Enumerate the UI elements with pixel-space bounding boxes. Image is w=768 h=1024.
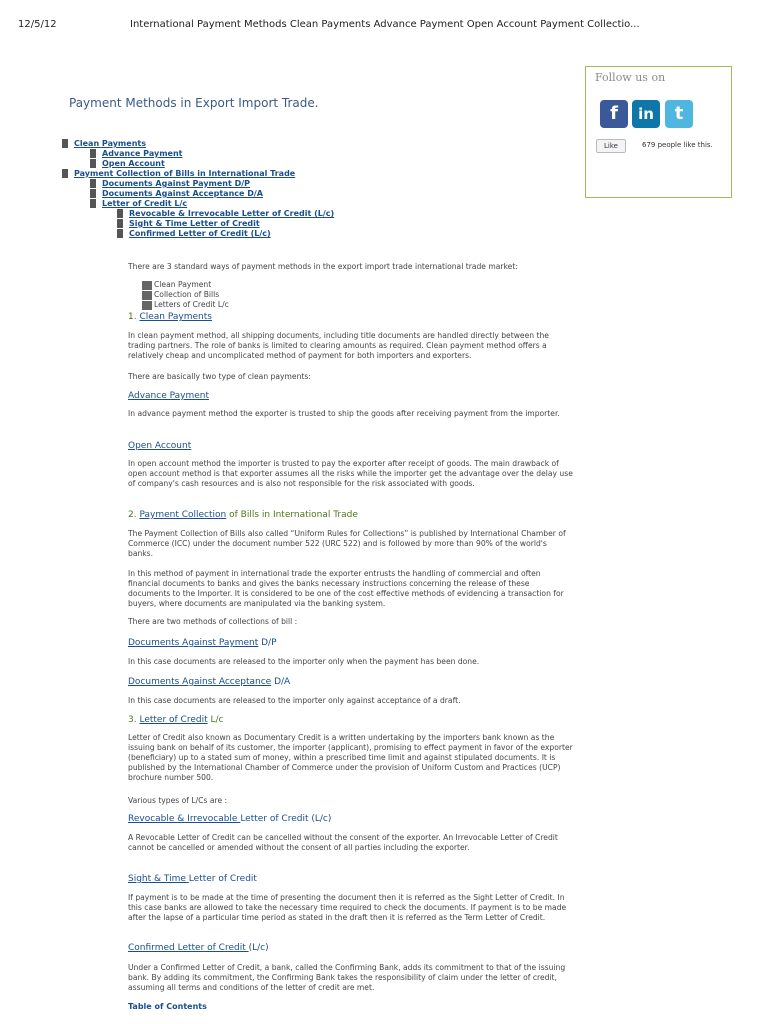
table-of-contents-heading: Table of Contents — [128, 1002, 207, 1011]
toc-link-sight-time[interactable]: Sight & Time Letter of Credit — [129, 219, 260, 228]
intro-text: There are 3 standard ways of payment methods in the export import trade international trade market: — [128, 262, 518, 271]
twitter-icon[interactable]: t — [665, 100, 693, 128]
bullet-icon — [142, 281, 152, 290]
toc-item[interactable] — [90, 159, 165, 169]
payment-collection-paragraph-2: In this method of payment in international trade the exporter entrusts the handling of commercial and often financial documents to banks and gives the banks necessary instructions concerning the release of these documents to the Importer. It is considered to be one of the cost effective methods of evidencing a transaction for buyers, where documents are manipulated via the banking system. — [128, 569, 564, 608]
like-button[interactable]: Like — [596, 139, 626, 153]
payment-collection-paragraph-1: The Payment Collection of Bills also called “Uniform Rules for Collections” is published by International Chamber of Commerce (ICC) under the document number 522 (URC 522) and is followed by more than 90% of the world's banks. — [128, 529, 566, 558]
like-count: 679 people like this. — [642, 141, 713, 149]
revocable-heading: Revocable & Irrevocable Letter of Credit (L/c) — [128, 814, 332, 824]
bullet-icon — [117, 229, 123, 238]
follow-us-label: Follow us on — [595, 71, 666, 84]
facebook-icon[interactable]: f — [600, 100, 628, 128]
payment-collection-link[interactable]: Payment Collection — [139, 510, 227, 520]
lc-types-text: Various types of L/Cs are : — [128, 796, 228, 805]
toc-link-documents-against-payment[interactable]: Documents Against Payment D/P — [102, 179, 251, 188]
clean-payments-types: There are basically two type of clean payments: — [128, 372, 311, 381]
section-payment-collection-heading: 2. Payment Collection of Bills in International Trade — [128, 510, 358, 520]
documents-against-payment-heading: Documents Against Payment D/P — [128, 638, 277, 648]
section-clean-payments-heading: 1. Clean Payments — [128, 312, 212, 322]
toc-link-confirmed[interactable]: Confirmed Letter of Credit (L/c) — [129, 229, 271, 238]
toc-link-revocable-irrevocable[interactable]: Revocable & Irrevocable Letter of Credit (L/c) — [129, 209, 335, 218]
toc-item[interactable] — [117, 229, 271, 239]
list-item: Collection of Bills — [142, 290, 219, 300]
list-item: Letters of Credit L/c — [142, 300, 229, 310]
toc-item[interactable] — [90, 189, 263, 199]
toc-item[interactable] — [117, 219, 260, 229]
advance-payment-heading — [128, 391, 574, 401]
bullet-icon — [142, 291, 152, 300]
toc-link-advance-payment[interactable]: Advance Payment — [102, 149, 183, 158]
toc-link-letter-of-credit[interactable]: Letter of Credit L/c — [102, 199, 188, 208]
toc-item[interactable] — [90, 179, 250, 189]
open-account-paragraph: In open account method the importer is trusted to pay the exporter after receipt of goods. The main drawback of open account method is that exporter assumes all the risks while the importer get the advantage over the delay use of company's cash resources and is also not responsible for the risk associated with goods. — [128, 459, 573, 488]
advance-payment-link[interactable]: Advance Payment — [128, 391, 210, 401]
bullet-icon — [90, 199, 96, 208]
sight-time-paragraph: If payment is to be made at the time of presenting the document then it is referred as the Sight Letter of Credit. In this case banks are allowed to take the necessary time required to check the documents. If payment is to be made after the lapse of a particular time period as stated in the draft then it is referred as the Term Letter of Credit. — [128, 893, 567, 922]
confirmed-heading: Confirmed Letter of Credit (L/c) — [128, 943, 269, 953]
toc-link-open-account[interactable]: Open Account — [102, 159, 165, 168]
clean-payments-paragraph: In clean payment method, all shipping documents, including title documents are handled directly between the trading partners. The role of banks is limited to clearing amounts as required. Clean payment method offers a relatively cheap and uncomplicated method of payment for both importers and exporters. — [128, 331, 549, 360]
letter-of-credit-paragraph: Letter of Credit also known as Documentary Credit is a written undertaking by the importers bank known as the issuing bank on behalf of its customer, the importer (applicant), promising to effect payment in favor of the exporter (beneficiary) up to a stated sum of money, within a prescribed time limit and against stipulated documents. It is published by the International Chamber of Commerce under the provision of Uniform Custom and Practices (UCP) brochure number 500. — [128, 733, 573, 782]
documents-against-payment-paragraph: In this case documents are released to the importer only when the payment has been done. — [128, 657, 480, 666]
follow-us-box — [585, 66, 732, 198]
toc-item[interactable] — [62, 139, 146, 149]
print-date: 12/5/12 — [18, 19, 57, 30]
print-doc-title: International Payment Methods Clean Payments Advance Payment Open Account Payment Collectio... — [130, 19, 640, 30]
bullet-icon — [142, 301, 152, 310]
open-account-link[interactable]: Open Account — [128, 441, 192, 451]
confirmed-paragraph: Under a Confirmed Letter of Credit, a bank, called the Confirming Bank, adds its commitment to that of the issuing bank. By adding its commitment, the Confirming Bank takes the responsibility of claim under the letter of credit, assuming all terms and conditions of the letter of credit are met. — [128, 963, 566, 992]
toc-item[interactable] — [117, 209, 334, 219]
page-title: Payment Methods in Export Import Trade. — [69, 96, 319, 110]
list-item: Clean Payment — [142, 280, 211, 290]
toc-link-payment-collection[interactable]: Payment Collection of Bills in International Trade — [74, 169, 296, 178]
bullet-icon — [62, 139, 68, 148]
clean-payments-link[interactable]: Clean Payments — [139, 312, 212, 322]
documents-against-acceptance-heading: Documents Against Acceptance D/A — [128, 677, 291, 687]
section-letter-of-credit-heading: 3. Letter of Credit L/c — [128, 715, 224, 725]
documents-against-acceptance-link[interactable]: Documents Against Acceptance — [128, 677, 272, 687]
confirmed-link[interactable]: Confirmed Letter of Credit — [128, 943, 249, 953]
bullet-icon — [62, 169, 68, 178]
revocable-paragraph: A Revocable Letter of Credit can be cancelled without the consent of the exporter. An Irrevocable Letter of Credit cannot be cancelled or amended without the consent of all parties including the exporter. — [128, 833, 558, 852]
advance-payment-paragraph: In advance payment method the exporter is trusted to ship the goods after receiving payment from the importer. — [128, 409, 560, 418]
sight-time-heading: Sight & Time Letter of Credit — [128, 874, 257, 884]
toc-link-clean-payments[interactable]: Clean Payments — [74, 139, 146, 148]
bullet-icon — [117, 209, 123, 218]
toc-link-documents-against-acceptance[interactable]: Documents Against Acceptance D/A — [102, 189, 263, 198]
open-account-heading — [128, 441, 574, 451]
toc-item[interactable] — [62, 169, 295, 179]
bullet-icon — [90, 179, 96, 188]
bullet-icon — [117, 219, 123, 228]
toc-item[interactable] — [90, 149, 182, 159]
bullet-icon — [90, 189, 96, 198]
bullet-icon — [90, 159, 96, 168]
linkedin-icon[interactable]: in — [632, 100, 660, 128]
collection-methods-text: There are two methods of collections of bill : — [128, 617, 298, 626]
documents-against-acceptance-paragraph: In this case documents are released to the importer only against acceptance of a draft. — [128, 696, 461, 705]
revocable-link[interactable]: Revocable & Irrevocable — [128, 814, 241, 824]
bullet-icon — [90, 149, 96, 158]
letter-of-credit-link[interactable]: Letter of Credit — [139, 715, 208, 725]
toc-item[interactable] — [90, 199, 187, 209]
documents-against-payment-link[interactable]: Documents Against Payment — [128, 638, 259, 648]
sight-time-link[interactable]: Sight & Time — [128, 874, 189, 884]
